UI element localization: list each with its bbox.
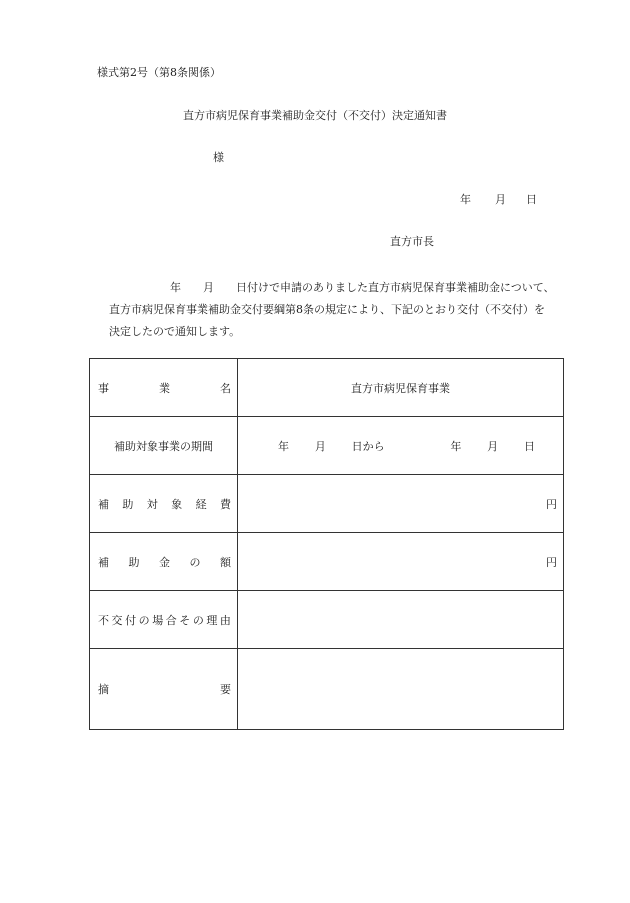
table-row-subsidy-amount xyxy=(90,533,564,591)
label-rejection-reason: 不 交 付 の 場 合 そ の 理 由 xyxy=(90,591,238,649)
label-eligible-cost: 補 助 対 象 経 費 xyxy=(90,475,238,533)
body-line-1: 年 月 日付けで申請のありました直方市病児保育事業補助金について、 xyxy=(170,281,555,294)
label-remarks: 摘 要 xyxy=(90,649,238,730)
table-row-rejection-reason xyxy=(90,591,564,649)
label-period: 補助対象事業の期間 xyxy=(90,417,238,475)
label-subsidy-amount: 補 助 金 の 額 xyxy=(90,533,238,591)
addressee-suffix: 様 xyxy=(213,151,224,164)
body-line-3: 決定したので通知します。 xyxy=(109,325,241,338)
issuer: 直方市長 xyxy=(390,235,434,248)
table-row-project-name xyxy=(90,359,564,417)
date-year: 年 xyxy=(460,193,471,206)
date-day: 日 xyxy=(526,193,537,206)
document-title: 直方市病児保育事業補助金交付（不交付）決定通知書 xyxy=(183,109,447,122)
table-row-eligible-cost xyxy=(90,475,564,533)
value-period[interactable]: 年 月 日から 年 月 日 xyxy=(238,417,564,475)
table-row-period xyxy=(90,417,564,475)
value-remarks[interactable] xyxy=(238,649,564,730)
body-line-2: 直方市病児保育事業補助金交付要綱第8条の規定により、下記のとおり交付（不交付）を xyxy=(109,303,545,316)
label-project-name: 事 業 名 xyxy=(90,359,238,417)
date-line xyxy=(460,194,537,205)
value-rejection-reason[interactable] xyxy=(238,591,564,649)
value-subsidy-amount[interactable]: 円 xyxy=(238,533,564,591)
value-project-name[interactable]: 直方市病児保育事業 xyxy=(238,359,564,417)
body-text xyxy=(109,277,579,343)
value-eligible-cost[interactable]: 円 xyxy=(238,475,564,533)
date-month: 月 xyxy=(495,193,506,206)
table-row-remarks xyxy=(90,649,564,730)
form-number: 様式第2号（第8条関係） xyxy=(97,66,221,79)
detail-table xyxy=(89,358,564,730)
